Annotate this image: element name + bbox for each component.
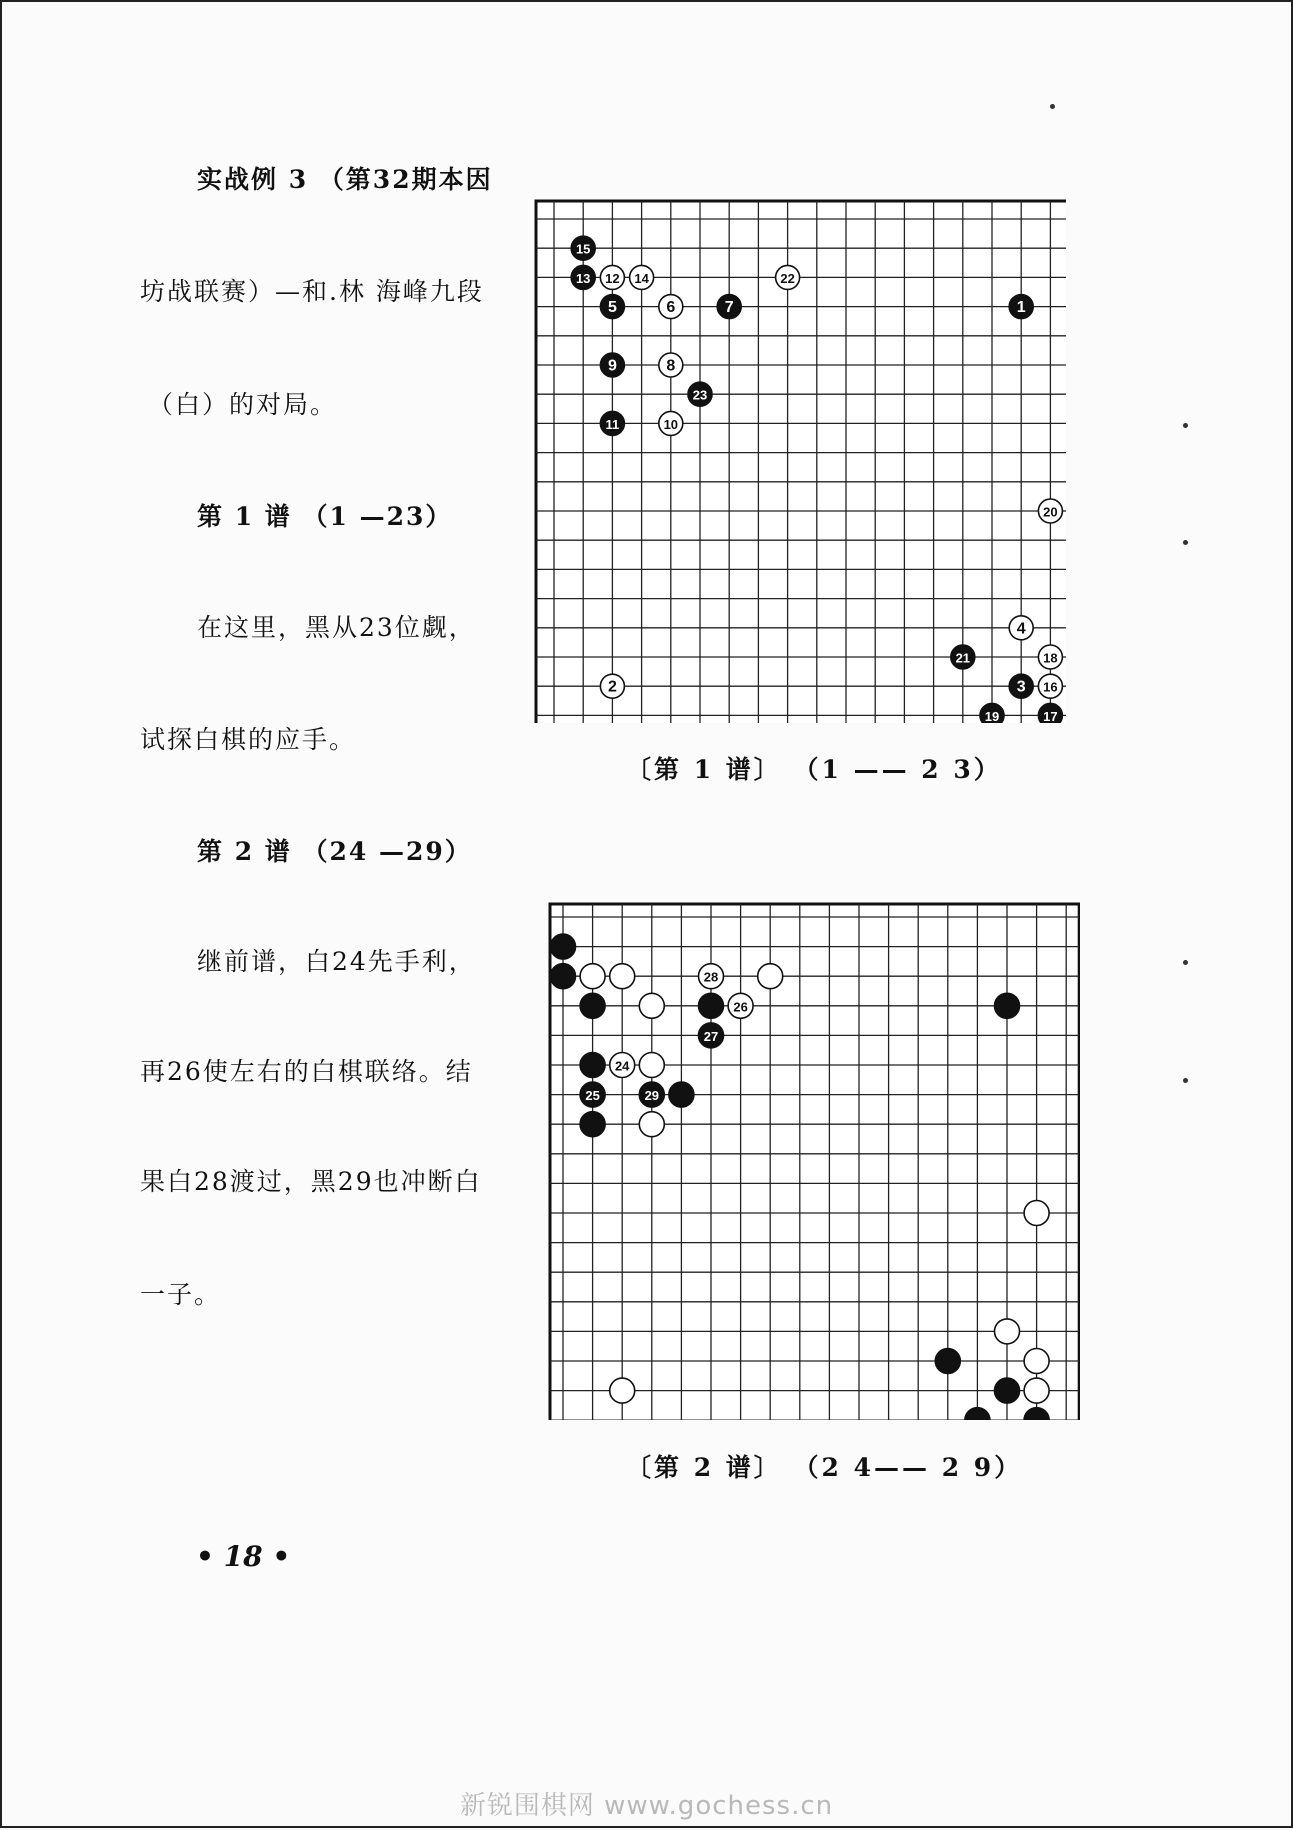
white-stone xyxy=(758,964,783,989)
go-board-diagram-1 xyxy=(522,188,1066,723)
svg-text:29: 29 xyxy=(644,1088,660,1104)
svg-text:24: 24 xyxy=(614,1058,630,1074)
svg-text:25: 25 xyxy=(585,1088,600,1104)
diagram-2-text-2: 再26使左右的白棋联络。结 xyxy=(140,1057,473,1086)
black-stone-11 xyxy=(600,411,624,435)
diagram-1-text-2: 试探白棋的应手。 xyxy=(140,725,357,754)
svg-text:14: 14 xyxy=(634,270,649,286)
svg-text:12: 12 xyxy=(605,270,620,286)
black-stone xyxy=(551,964,576,989)
diagram-2-text-3: 果白28渡过，黑29也冲断白 xyxy=(140,1167,482,1196)
white-stone-14 xyxy=(630,265,654,289)
white-stone xyxy=(610,1378,635,1403)
white-stone xyxy=(995,1319,1020,1344)
white-stone xyxy=(639,1112,664,1137)
black-stone xyxy=(699,993,724,1018)
scan-speck xyxy=(1050,104,1055,109)
white-stone-24 xyxy=(610,1053,635,1078)
svg-text:1: 1 xyxy=(1016,299,1026,317)
black-stone-3 xyxy=(1009,674,1033,698)
svg-text:2: 2 xyxy=(607,678,617,696)
svg-text:17: 17 xyxy=(1043,708,1058,723)
black-stone-29 xyxy=(639,1082,664,1107)
scan-speck xyxy=(1183,423,1188,428)
diagram-2-caption: 〔第 2 谱〕 （2 4—— 2 9） xyxy=(626,1453,1023,1482)
svg-text:13: 13 xyxy=(575,270,591,286)
white-stone xyxy=(610,964,635,989)
black-stone-1 xyxy=(1009,295,1033,319)
white-stone xyxy=(639,993,664,1018)
black-stone-9 xyxy=(600,353,624,377)
svg-text:26: 26 xyxy=(733,999,748,1015)
white-stone xyxy=(639,1053,664,1078)
white-stone xyxy=(580,964,605,989)
black-stone-25 xyxy=(580,1082,605,1107)
example-title-line-2: 坊战联赛）—和.林 海峰九段 xyxy=(140,277,484,306)
diagram-2-text-1: 继前谱，白24先手利， xyxy=(197,947,476,976)
black-stone-27 xyxy=(699,1023,724,1048)
svg-text:20: 20 xyxy=(1043,504,1058,520)
svg-text:5: 5 xyxy=(607,299,617,317)
example-title-line-3: （白）的对局。 xyxy=(148,390,338,419)
black-stone-21 xyxy=(951,645,975,669)
svg-text:8: 8 xyxy=(666,357,676,375)
black-stone xyxy=(580,1053,605,1078)
svg-text:21: 21 xyxy=(955,650,971,666)
black-stone xyxy=(995,1378,1020,1403)
svg-text:18: 18 xyxy=(1043,650,1058,666)
example-title-line-1: 实战例 3 （第32期本因 xyxy=(197,165,493,194)
black-stone-15 xyxy=(571,236,595,260)
white-stone-18 xyxy=(1038,645,1062,669)
svg-text:28: 28 xyxy=(703,969,719,985)
black-stone-19 xyxy=(980,703,1004,723)
svg-text:15: 15 xyxy=(575,241,591,257)
black-stone-7 xyxy=(717,295,741,319)
white-stone-6 xyxy=(659,295,683,319)
watermark: 新锐围棋网 www.gochess.cn xyxy=(459,1791,834,1821)
svg-text:19: 19 xyxy=(984,708,1000,723)
svg-text:27: 27 xyxy=(703,1028,719,1044)
white-stone-8 xyxy=(659,353,683,377)
diagram-1-caption: 〔第 1 谱〕 （1 —— 2 3） xyxy=(626,755,1002,784)
svg-text:22: 22 xyxy=(780,270,795,286)
scan-speck xyxy=(1183,540,1188,545)
black-stone xyxy=(580,1112,605,1137)
page-number: • 18 • xyxy=(196,1540,291,1573)
svg-text:10: 10 xyxy=(663,416,679,432)
svg-text:6: 6 xyxy=(666,299,676,317)
diagram-2-heading: 第 2 谱 （24 —29） xyxy=(197,837,472,866)
scan-speck xyxy=(1183,1078,1188,1083)
white-stone-26 xyxy=(728,993,753,1018)
scan-speck xyxy=(1183,960,1188,965)
black-stone-17 xyxy=(1038,703,1062,723)
svg-text:4: 4 xyxy=(1016,620,1026,638)
black-stone xyxy=(580,993,605,1018)
svg-text:16: 16 xyxy=(1043,679,1058,695)
white-stone-22 xyxy=(776,265,800,289)
diagram-1-heading: 第 1 谱 （1 —23） xyxy=(197,502,453,531)
white-stone xyxy=(1024,1378,1049,1403)
svg-text:3: 3 xyxy=(1016,678,1026,696)
svg-text:11: 11 xyxy=(605,416,620,432)
white-stone-4 xyxy=(1009,616,1033,640)
black-stone xyxy=(935,1349,960,1374)
svg-text:7: 7 xyxy=(724,299,734,317)
black-stone xyxy=(669,1082,694,1107)
black-stone-13 xyxy=(571,265,595,289)
diagram-1-text-1: 在这里，黑从23位觑， xyxy=(197,613,476,642)
go-board-diagram-2 xyxy=(538,888,1080,1420)
svg-text:23: 23 xyxy=(692,387,708,403)
black-stone xyxy=(995,993,1020,1018)
white-stone-12 xyxy=(600,265,624,289)
white-stone xyxy=(1024,1201,1049,1226)
diagram-2-text-4: 一子。 xyxy=(140,1280,222,1309)
black-stone-5 xyxy=(600,295,624,319)
white-stone-28 xyxy=(699,964,724,989)
black-stone-23 xyxy=(688,382,712,406)
white-stone xyxy=(1024,1349,1049,1374)
white-stone-20 xyxy=(1038,499,1062,523)
white-stone-16 xyxy=(1038,674,1062,698)
white-stone-2 xyxy=(600,674,624,698)
white-stone-10 xyxy=(659,411,683,435)
svg-text:9: 9 xyxy=(607,357,617,375)
black-stone xyxy=(551,934,576,959)
